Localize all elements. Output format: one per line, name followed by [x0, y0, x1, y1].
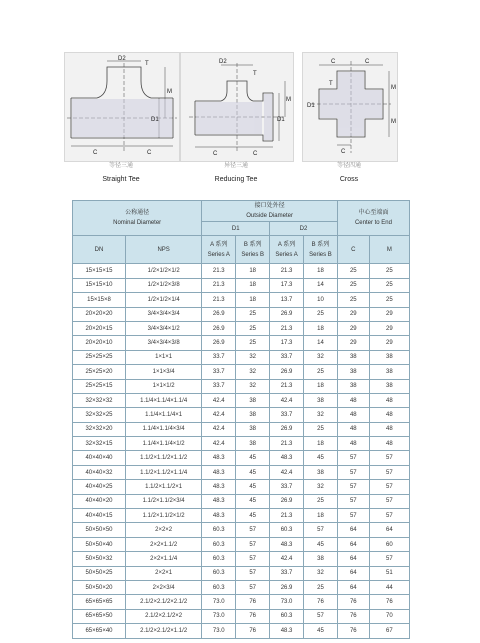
m-cell: 48: [369, 393, 409, 407]
c-cell: 57: [337, 509, 369, 523]
m-cell: 29: [369, 321, 409, 335]
d2-series-a-cell: 48.3: [270, 537, 304, 551]
d2-series-a-cell: 13.7: [270, 293, 304, 307]
dn-cell: 15×15×8: [73, 293, 126, 307]
c-cell: 64: [337, 566, 369, 580]
d1-series-b-cell: 18: [236, 264, 270, 278]
d2-series-b-cell: 45: [304, 451, 338, 465]
m-cell: 76: [369, 595, 409, 609]
dn-cell: 20×20×20: [73, 307, 126, 321]
straight-tee-m-label: M: [167, 89, 172, 95]
d1-series-b-cell: 76: [236, 595, 270, 609]
d2-series-a-cell: 48.3: [270, 451, 304, 465]
c-cell: 29: [337, 336, 369, 350]
dn-cell: 20×20×10: [73, 336, 126, 350]
c-cell: 64: [337, 580, 369, 594]
d1-series-b-cell: 25: [236, 321, 270, 335]
d1-series-a-cell: 21.3: [202, 293, 236, 307]
c-header: C: [337, 236, 369, 264]
d2-series-b-cell: 76: [304, 595, 338, 609]
reducing-tee-drawing: [180, 52, 294, 162]
m-cell: 57: [369, 465, 409, 479]
outside-diameter-cn: 接口处外径: [254, 203, 285, 209]
d1-series-b-en: Series B: [241, 251, 264, 258]
c-cell: 25: [337, 264, 369, 278]
reducing-tee-svg: [181, 53, 293, 161]
d1-series-a-cell: 73.0: [202, 624, 236, 638]
d2-series-b-cell: 18: [304, 379, 338, 393]
cross-d1-label: D1: [307, 103, 315, 109]
nps-cell: 1.1/2×1.1/2×3/4: [125, 494, 201, 508]
cross-c2-label: C: [365, 59, 370, 65]
d1-series-b-header: [236, 236, 270, 264]
d2-header: D2: [270, 222, 338, 236]
nps-cell: 1×1×1/2: [125, 379, 201, 393]
table-row: [73, 321, 410, 335]
m-cell: 48: [369, 422, 409, 436]
dn-cell: 15×15×10: [73, 278, 126, 292]
c-cell: 25: [337, 278, 369, 292]
nps-cell: 1.1/2×1.1/2×1: [125, 480, 201, 494]
c-cell: 57: [337, 480, 369, 494]
d2-series-a-cell: 21.3: [270, 509, 304, 523]
d1-series-a-cell: 48.3: [202, 465, 236, 479]
d1-series-b-cell: 45: [236, 509, 270, 523]
d2-series-b-cn: B 系列: [311, 241, 330, 248]
d1-series-a-cell: 21.3: [202, 264, 236, 278]
cross-t-label: T: [329, 81, 333, 87]
d2-series-a-cell: 73.0: [270, 595, 304, 609]
table-row: [73, 365, 410, 379]
d1-series-b-cell: 57: [236, 537, 270, 551]
d2-series-a-cell: 17.3: [270, 278, 304, 292]
d2-series-b-en: Series B: [309, 251, 332, 258]
d2-series-a-cell: 42.4: [270, 393, 304, 407]
d1-series-a-en: Series A: [207, 251, 230, 258]
d1-header: D1: [202, 222, 270, 236]
m-cell: 57: [369, 509, 409, 523]
nps-cell: 1.1/4×1.1/4×1/2: [125, 437, 201, 451]
d2-series-b-cell: 18: [304, 321, 338, 335]
d1-series-a-cell: 48.3: [202, 494, 236, 508]
d2-series-b-cell: 32: [304, 480, 338, 494]
dn-cell: 25×25×25: [73, 350, 126, 364]
c-cell: 48: [337, 437, 369, 451]
d2-series-a-en: Series A: [275, 251, 298, 258]
d2-series-a-cell: 26.9: [270, 365, 304, 379]
d1-series-b-cell: 76: [236, 624, 270, 638]
d2-series-a-cell: 48.3: [270, 624, 304, 638]
cross-c3-label: C: [341, 149, 346, 155]
d2-series-a-cell: 42.4: [270, 552, 304, 566]
dn-cell: 15×15×15: [73, 264, 126, 278]
m-cell: 38: [369, 365, 409, 379]
d1-series-b-cell: 45: [236, 465, 270, 479]
table-row: [73, 379, 410, 393]
reducing-tee-d1-label: D1: [277, 117, 285, 123]
d1-series-b-cell: 38: [236, 393, 270, 407]
c-cell: 38: [337, 350, 369, 364]
c-cell: 38: [337, 379, 369, 393]
dn-cell: 50×50×40: [73, 537, 126, 551]
d1-series-a-header: [202, 236, 236, 264]
cross-m1-label: M: [391, 85, 396, 91]
table-row: [73, 293, 410, 307]
dn-cell: 32×32×20: [73, 422, 126, 436]
nps-cell: 2×2×1: [125, 566, 201, 580]
dn-cell: 32×32×32: [73, 393, 126, 407]
nps-cell: 1.1/4×1.1/4×1: [125, 408, 201, 422]
d2-series-b-cell: 25: [304, 580, 338, 594]
cross-c1-label: C: [331, 59, 336, 65]
d2-series-a-cell: 21.3: [270, 264, 304, 278]
nps-cell: 1.1/2×1.1/2×1/2: [125, 509, 201, 523]
d1-series-a-cell: 60.3: [202, 566, 236, 580]
c-cell: 57: [337, 451, 369, 465]
d2-series-a-cell: 26.9: [270, 422, 304, 436]
dn-cell: 32×32×15: [73, 437, 126, 451]
dn-cell: 40×40×20: [73, 494, 126, 508]
d1-series-b-cell: 45: [236, 494, 270, 508]
m-cell: 57: [369, 451, 409, 465]
table-row: [73, 595, 410, 609]
reducing-tee-d2-label: D2: [219, 59, 227, 65]
dn-cell: 32×32×25: [73, 408, 126, 422]
d1-series-b-cell: 57: [236, 580, 270, 594]
reducing-tee-c2-label: C: [253, 151, 258, 157]
nps-cell: 2.1/2×2.1/2×1.1/2: [125, 624, 201, 638]
d2-series-b-cell: 18: [304, 509, 338, 523]
d2-series-a-cell: 33.7: [270, 566, 304, 580]
nps-cell: 1.1/2×1.1/2×1.1/4: [125, 465, 201, 479]
nps-cell: 1.1/2×1.1/2×1.1/2: [125, 451, 201, 465]
nps-cell: 2×2×2: [125, 523, 201, 537]
nps-cell: 1.1/4×1.1/4×1.1/4: [125, 393, 201, 407]
d2-series-a-cell: 26.9: [270, 494, 304, 508]
c-cell: 29: [337, 307, 369, 321]
d1-series-a-cell: 73.0: [202, 609, 236, 623]
d1-series-b-cell: 57: [236, 523, 270, 537]
nps-cell: 3/4×3/4×3/4: [125, 307, 201, 321]
dimension-table: [72, 200, 410, 639]
d1-series-a-cell: 42.4: [202, 393, 236, 407]
d2-series-a-header: [270, 236, 304, 264]
d2-series-a-cell: 33.7: [270, 480, 304, 494]
table-row: [73, 537, 410, 551]
m-header: M: [369, 236, 409, 264]
cross-drawing: [302, 52, 398, 162]
d1-series-a-cell: 60.3: [202, 523, 236, 537]
c-cell: 38: [337, 365, 369, 379]
nominal-diameter-header: [73, 201, 202, 236]
dn-cell: 65×65×65: [73, 595, 126, 609]
table-row: [73, 451, 410, 465]
c-cell: 25: [337, 293, 369, 307]
nps-header: NPS: [125, 236, 201, 264]
m-cell: 57: [369, 480, 409, 494]
dn-cell: 50×50×32: [73, 552, 126, 566]
d1-series-b-cell: 45: [236, 451, 270, 465]
m-cell: 38: [369, 379, 409, 393]
nominal-diameter-cn: 公称通径: [125, 210, 150, 217]
d2-series-a-cell: 33.7: [270, 408, 304, 422]
dn-cell: 40×40×25: [73, 480, 126, 494]
cross-caption-en: Cross: [339, 176, 359, 183]
d2-series-b-cell: 38: [304, 465, 338, 479]
d2-series-a-cell: 21.3: [270, 437, 304, 451]
d2-series-b-cell: 38: [304, 393, 338, 407]
d2-series-b-header: [304, 236, 338, 264]
d2-series-b-cell: 10: [304, 293, 338, 307]
d1-series-a-cell: 48.3: [202, 480, 236, 494]
table-row: [73, 566, 410, 580]
table-row: [73, 494, 410, 508]
d2-series-b-cell: 14: [304, 336, 338, 350]
nominal-diameter-en: Nominal Diameter: [113, 220, 162, 227]
d2-series-b-cell: 38: [304, 552, 338, 566]
c-cell: 29: [337, 321, 369, 335]
d2-series-a-cell: 21.3: [270, 379, 304, 393]
d1-series-b-cell: 32: [236, 365, 270, 379]
figures-area: [0, 0, 480, 195]
d2-series-a-cell: 60.3: [270, 523, 304, 537]
m-cell: 57: [369, 494, 409, 508]
nps-cell: 2×2×1.1/2: [125, 537, 201, 551]
d1-series-b-cell: 38: [236, 422, 270, 436]
m-cell: 44: [369, 580, 409, 594]
d1-series-a-cell: 26.9: [202, 307, 236, 321]
nps-cell: 1.1/4×1.1/4×3/4: [125, 422, 201, 436]
d2-series-b-cell: 57: [304, 609, 338, 623]
table-row: [73, 552, 410, 566]
straight-tee-d2-label: D2: [118, 56, 126, 62]
m-cell: 29: [369, 307, 409, 321]
d2-series-b-cell: 32: [304, 408, 338, 422]
c-cell: 64: [337, 523, 369, 537]
dn-cell: 50×50×20: [73, 580, 126, 594]
m-cell: 25: [369, 293, 409, 307]
d1-series-a-cell: 26.9: [202, 336, 236, 350]
d1-series-b-cell: 18: [236, 293, 270, 307]
d1-series-a-cell: 42.4: [202, 408, 236, 422]
d1-series-a-cell: 60.3: [202, 537, 236, 551]
nps-cell: 2×2×3/4: [125, 580, 201, 594]
d2-series-a-cn: A 系列: [277, 241, 296, 248]
cross-svg: [303, 53, 397, 161]
nps-cell: 1×1×1: [125, 350, 201, 364]
straight-tee-c1-label: C: [93, 150, 98, 156]
table-row: [73, 609, 410, 623]
d2-series-b-cell: 25: [304, 365, 338, 379]
d2-series-b-cell: 25: [304, 307, 338, 321]
m-cell: 70: [369, 609, 409, 623]
d1-series-a-cell: 26.9: [202, 321, 236, 335]
outside-diameter-en: Outside Diameter: [246, 213, 293, 219]
table-row: [73, 336, 410, 350]
d2-series-b-cell: 45: [304, 537, 338, 551]
m-cell: 48: [369, 437, 409, 451]
straight-tee-d1-label: D1: [151, 117, 159, 123]
d1-series-a-cell: 21.3: [202, 278, 236, 292]
dn-cell: 65×65×40: [73, 624, 126, 638]
c-cell: 57: [337, 465, 369, 479]
d2-series-a-cell: 17.3: [270, 336, 304, 350]
table-row: [73, 580, 410, 594]
reducing-tee-caption-cn: 异径三通: [223, 163, 248, 169]
dn-cell: 25×25×15: [73, 379, 126, 393]
nps-cell: 2.1/2×2.1/2×2.1/2: [125, 595, 201, 609]
d1-series-a-cell: 42.4: [202, 437, 236, 451]
d1-series-b-cell: 45: [236, 480, 270, 494]
center-to-end-cn: 中心至端面: [358, 210, 389, 217]
c-cell: 76: [337, 609, 369, 623]
d2-series-a-cell: 60.3: [270, 609, 304, 623]
table-row: [73, 408, 410, 422]
table-row: [73, 624, 410, 638]
m-cell: 38: [369, 350, 409, 364]
nps-cell: 1×1×3/4: [125, 365, 201, 379]
m-cell: 67: [369, 624, 409, 638]
dn-cell: 40×40×40: [73, 451, 126, 465]
d1-series-b-cell: 32: [236, 350, 270, 364]
d2-series-b-cell: 18: [304, 264, 338, 278]
table-row: [73, 264, 410, 278]
reducing-tee-t-label: T: [253, 71, 257, 77]
d2-series-b-cell: 25: [304, 422, 338, 436]
dn-cell: 50×50×25: [73, 566, 126, 580]
d1-series-a-cell: 33.7: [202, 379, 236, 393]
d1-series-b-cell: 57: [236, 566, 270, 580]
table-row: [73, 480, 410, 494]
c-cell: 64: [337, 537, 369, 551]
table-row: [73, 278, 410, 292]
nps-cell: 2.1/2×2.1/2×2: [125, 609, 201, 623]
straight-tee-caption-cn: 等径三通: [108, 163, 133, 169]
d2-series-b-cell: 32: [304, 350, 338, 364]
outside-diameter-header: [202, 201, 338, 222]
center-to-end-en: Center to End: [354, 220, 392, 227]
d1-series-b-cell: 57: [236, 552, 270, 566]
d2-series-b-cell: 57: [304, 523, 338, 537]
c-cell: 76: [337, 595, 369, 609]
d2-series-a-cell: 26.9: [270, 580, 304, 594]
dn-cell: 50×50×50: [73, 523, 126, 537]
straight-tee-caption-en: Straight Tee: [102, 176, 140, 183]
c-cell: 48: [337, 422, 369, 436]
c-cell: 48: [337, 393, 369, 407]
m-cell: 57: [369, 552, 409, 566]
dn-cell: 40×40×32: [73, 465, 126, 479]
m-cell: 25: [369, 278, 409, 292]
dn-cell: 40×40×15: [73, 509, 126, 523]
nps-cell: 1/2×1/2×1/2: [125, 264, 201, 278]
d1-series-a-cell: 73.0: [202, 595, 236, 609]
d1-series-b-cell: 38: [236, 437, 270, 451]
m-cell: 29: [369, 336, 409, 350]
straight-tee-drawing: [64, 52, 180, 162]
d2-series-a-cell: 21.3: [270, 321, 304, 335]
table-body: [73, 264, 410, 638]
m-cell: 64: [369, 523, 409, 537]
m-cell: 60: [369, 537, 409, 551]
center-to-end-header: [337, 201, 409, 236]
reducing-tee-c1-label: C: [213, 151, 218, 157]
table-row: [73, 350, 410, 364]
nps-cell: 3/4×3/4×1/2: [125, 321, 201, 335]
nps-cell: 2×2×1.1/4: [125, 552, 201, 566]
d1-series-a-cell: 33.7: [202, 350, 236, 364]
d1-series-a-cn: A 系列: [210, 241, 228, 248]
d2-series-b-cell: 45: [304, 624, 338, 638]
c-cell: 64: [337, 552, 369, 566]
table-row: [73, 465, 410, 479]
d2-series-a-cell: 26.9: [270, 307, 304, 321]
straight-tee-c2-label: C: [147, 150, 152, 156]
d2-series-b-cell: 32: [304, 566, 338, 580]
d1-series-a-cell: 42.4: [202, 422, 236, 436]
straight-tee-svg: [65, 53, 179, 161]
d2-series-a-cell: 42.4: [270, 465, 304, 479]
reducing-tee-m-label: M: [286, 97, 291, 103]
d1-series-a-cell: 60.3: [202, 552, 236, 566]
dn-cell: 25×25×20: [73, 365, 126, 379]
d2-series-b-cell: 14: [304, 278, 338, 292]
table-row: [73, 509, 410, 523]
m-cell: 25: [369, 264, 409, 278]
m-cell: 48: [369, 408, 409, 422]
d2-series-b-cell: 18: [304, 437, 338, 451]
table-row: [73, 307, 410, 321]
c-cell: 48: [337, 408, 369, 422]
dn-cell: 20×20×15: [73, 321, 126, 335]
nps-cell: 3/4×3/4×3/8: [125, 336, 201, 350]
cross-caption-cn: 等径四通: [336, 163, 361, 169]
c-cell: 57: [337, 494, 369, 508]
dn-header: DN: [73, 236, 126, 264]
d2-series-b-cell: 25: [304, 494, 338, 508]
m-cell: 51: [369, 566, 409, 580]
d1-series-b-cell: 25: [236, 307, 270, 321]
d1-series-b-cell: 18: [236, 278, 270, 292]
reducing-tee-caption-en: Reducing Tee: [214, 176, 258, 183]
d1-series-b-cell: 32: [236, 379, 270, 393]
d1-series-a-cell: 60.3: [202, 580, 236, 594]
d1-series-b-cell: 76: [236, 609, 270, 623]
straight-tee-t-label: T: [145, 61, 149, 67]
d1-series-b-cell: 38: [236, 408, 270, 422]
table-row: [73, 437, 410, 451]
d2-series-a-cell: 33.7: [270, 350, 304, 364]
d1-series-b-cn: B 系列: [243, 241, 262, 248]
cross-m2-label: M: [391, 119, 396, 125]
nps-cell: 1/2×1/2×3/8: [125, 278, 201, 292]
d1-series-a-cell: 48.3: [202, 451, 236, 465]
table-row: [73, 422, 410, 436]
d1-series-b-cell: 25: [236, 336, 270, 350]
d1-series-a-cell: 33.7: [202, 365, 236, 379]
table-row: [73, 523, 410, 537]
d1-series-a-cell: 48.3: [202, 509, 236, 523]
table-row: [73, 393, 410, 407]
nps-cell: 1/2×1/2×1/4: [125, 293, 201, 307]
dn-cell: 65×65×50: [73, 609, 126, 623]
c-cell: 76: [337, 624, 369, 638]
